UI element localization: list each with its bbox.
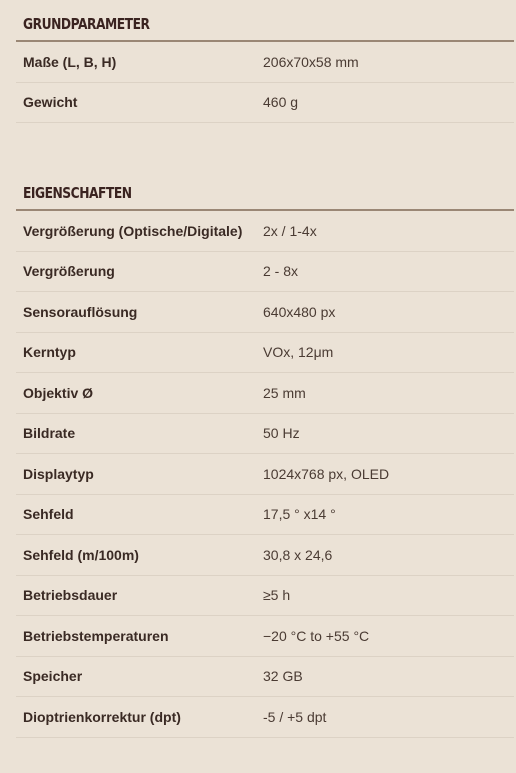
section-title-text: GRUNDPARAMETER: [23, 15, 150, 33]
spec-row: [16, 83, 514, 124]
spec-label: Sehfeld (m/100m): [23, 546, 139, 563]
spec-value: 25 mm: [263, 384, 306, 401]
spec-row: [16, 697, 514, 738]
spec-label: Sehfeld: [23, 506, 74, 523]
spec-value: −20 °C to +55 °C: [263, 627, 370, 644]
spec-label: Betriebstemperaturen: [23, 627, 169, 644]
spec-label: Sensorauflösung: [23, 303, 138, 320]
spec-row: [16, 292, 514, 333]
section-title-text: EIGENSCHAFTEN: [23, 184, 132, 202]
spec-label: Dioptrienkorrektur (dpt): [23, 708, 181, 725]
spec-label: Maße (L, B, H): [23, 53, 117, 70]
spec-value: -5 / +5 dpt: [263, 708, 327, 725]
spec-value: 2x / 1-4x: [263, 222, 317, 239]
spec-label: Bildrate: [23, 425, 76, 442]
spec-label: Objektiv Ø: [23, 384, 94, 401]
spec-label: Vergrößerung (Optische/Digitale): [23, 222, 243, 239]
spec-label: Gewicht: [23, 94, 78, 111]
spec-row: [16, 657, 514, 698]
section-title: [16, 2, 514, 42]
spec-value: VOx, 12μm: [263, 344, 334, 361]
spec-label: Kerntyp: [23, 344, 76, 361]
spec-value: 32 GB: [263, 668, 303, 685]
spec-value: ≥5 h: [263, 587, 291, 604]
section-grundparameter: [16, 2, 514, 123]
spec-row: [16, 42, 514, 83]
spec-row: [16, 495, 514, 536]
spec-value: 460 g: [263, 94, 299, 111]
spec-row: [16, 333, 514, 374]
spec-label: Speicher: [23, 668, 83, 685]
spec-value: 17,5 ° x14 °: [263, 506, 336, 523]
spec-label: Betriebsdauer: [23, 587, 118, 604]
section-title: [16, 171, 514, 211]
spec-value: 206x70x58 mm: [263, 53, 359, 70]
spec-value: 30,8 x 24,6: [263, 546, 333, 563]
spec-label: Vergrößerung: [23, 263, 115, 280]
spec-row: [16, 535, 514, 576]
spec-row: [16, 373, 514, 414]
spec-row: [16, 414, 514, 455]
spec-row: [16, 576, 514, 617]
spec-row: [16, 211, 514, 252]
spec-value: 50 Hz: [263, 425, 300, 442]
spec-value: 640x480 px: [263, 303, 336, 320]
spec-row: [16, 616, 514, 657]
spec-row: [16, 454, 514, 495]
spec-label: Displaytyp: [23, 465, 94, 482]
spec-value: 1024x768 px, OLED: [263, 465, 390, 482]
spec-value: 2 - 8x: [263, 263, 299, 280]
section-eigenschaften: [16, 171, 514, 738]
spec-row: [16, 252, 514, 293]
